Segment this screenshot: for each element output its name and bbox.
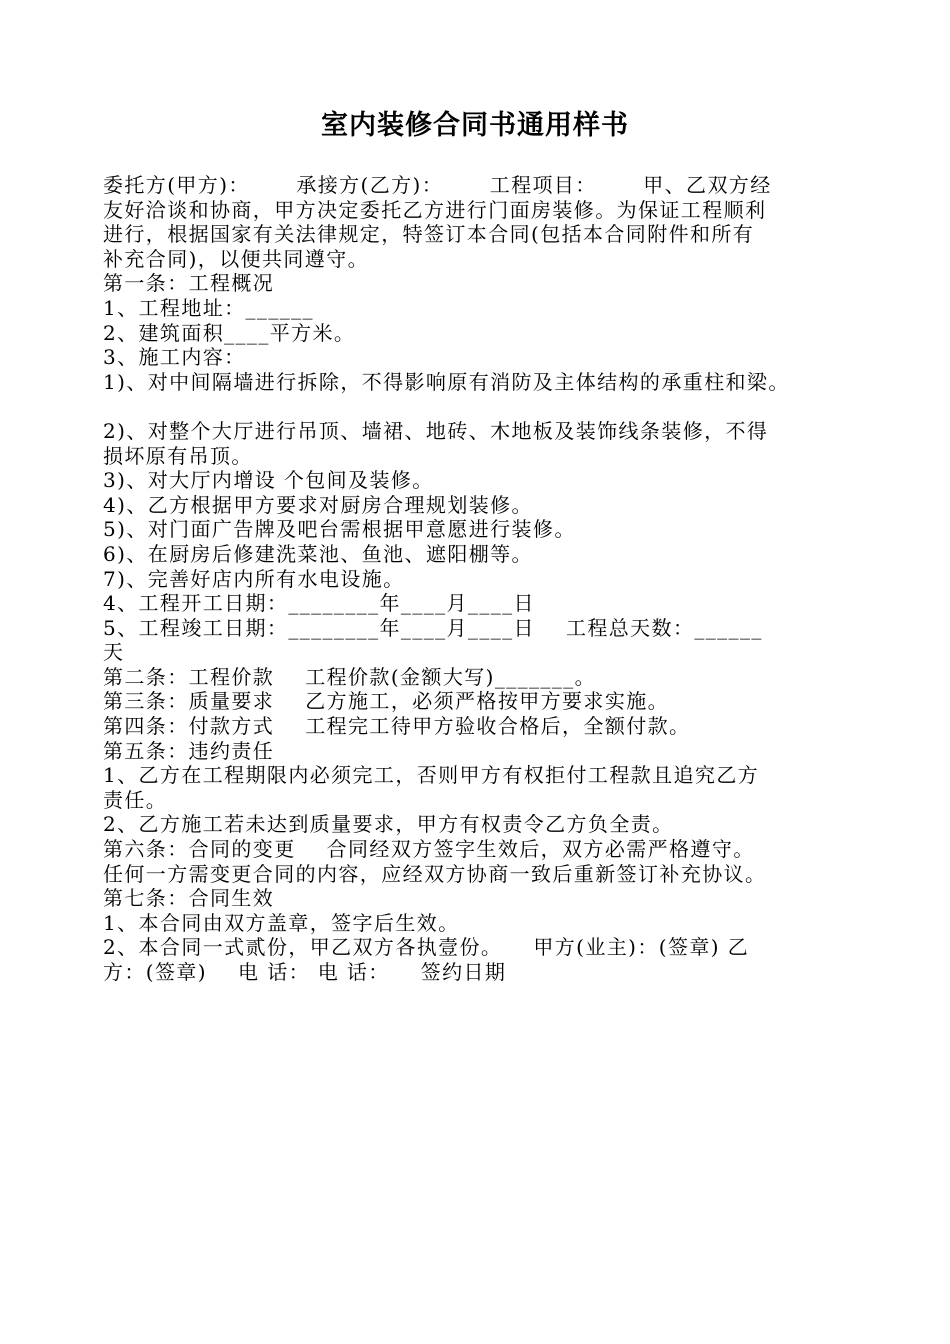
text-line: 6)、在厨房后修建洗菜池、鱼池、遮阳棚等。 bbox=[103, 541, 533, 566]
text-line: 3、施工内容： bbox=[103, 345, 246, 370]
text-line: 2、乙方施工若未达到质量要求，甲方有权责令乙方负全责。 bbox=[103, 812, 674, 837]
section-heading: 第二条：工程价款 工程价款(金额大写)_______。 bbox=[103, 664, 597, 689]
section-heading: 第一条：工程概况 bbox=[103, 271, 275, 296]
section-heading: 第三条：质量要求 乙方施工，必须严格按甲方要求实施。 bbox=[103, 689, 670, 714]
section-heading: 第四条：付款方式 工程完工待甲方验收合格后，全额付款。 bbox=[103, 714, 691, 739]
text-line: 2、建筑面积____平方米。 bbox=[103, 320, 356, 345]
document-title: 室内装修合同书通用样书 bbox=[321, 110, 629, 141]
text-line: 方：(签章) 电 话： 电 话： 签约日期 bbox=[103, 960, 507, 984]
text-line: 3)、对大厅内增设 个包间及装修。 bbox=[103, 468, 434, 493]
section-heading: 第七条：合同生效 bbox=[103, 886, 275, 911]
blank-line bbox=[103, 394, 863, 419]
text-line: 2、本合同一式贰份，甲乙双方各执壹份。 甲方(业主)：(签章) 乙 bbox=[103, 935, 750, 960]
text-line: 1、本合同由双方盖章，签字后生效。 bbox=[103, 910, 460, 935]
text-line: 损坏原有吊顶。 bbox=[103, 443, 253, 468]
text-line: 4)、乙方根据甲方要求对厨房合理规划装修。 bbox=[103, 492, 533, 517]
text-line: 责任。 bbox=[103, 787, 168, 812]
contract-body bbox=[103, 173, 863, 985]
text-line: 1、乙方在工程期限内必须完工，否则甲方有权拒付工程款且追究乙方 bbox=[103, 763, 760, 788]
text-line: 1)、对中间隔墙进行拆除，不得影响原有消防及主体结构的承重柱和梁。 bbox=[103, 369, 790, 394]
text-line: 补充合同)，以便共同遵守。 bbox=[103, 246, 370, 271]
text-line: 友好洽谈和协商，甲方决定委托乙方进行门面房装修。为保证工程顺利 bbox=[103, 197, 767, 222]
text-line: 任何一方需变更合同的内容，应经双方协商一致后重新签订补充协议。 bbox=[103, 861, 767, 886]
text-line: 1、工程地址：______ bbox=[103, 295, 314, 320]
section-heading: 第六条：合同的变更 合同经双方签字生效后，双方必需严格遵守。 bbox=[103, 837, 755, 862]
text-line: 7)、完善好店内所有水电设施。 bbox=[103, 566, 405, 591]
text-line: 4、工程开工日期：________年____月____日 bbox=[103, 591, 535, 616]
text-line: 进行，根据国家有关法律规定，特签订本合同(包括本合同附件和所有 bbox=[103, 222, 755, 247]
text-line: 2)、对整个大厅进行吊顶、墙裙、地砖、木地板及装饰线条装修，不得 bbox=[103, 418, 769, 443]
text-line: 5)、对门面广告牌及吧台需根据甲意愿进行装修。 bbox=[103, 517, 576, 542]
text-line: 5、工程竣工日期：________年____月____日 工程总天数：______ bbox=[103, 615, 763, 640]
text-line: 委托方(甲方)： 承接方(乙方)： 工程项目： 甲、乙双方经 bbox=[103, 173, 772, 197]
text-line: 天 bbox=[103, 640, 125, 665]
section-heading: 第五条：违约责任 bbox=[103, 738, 275, 763]
